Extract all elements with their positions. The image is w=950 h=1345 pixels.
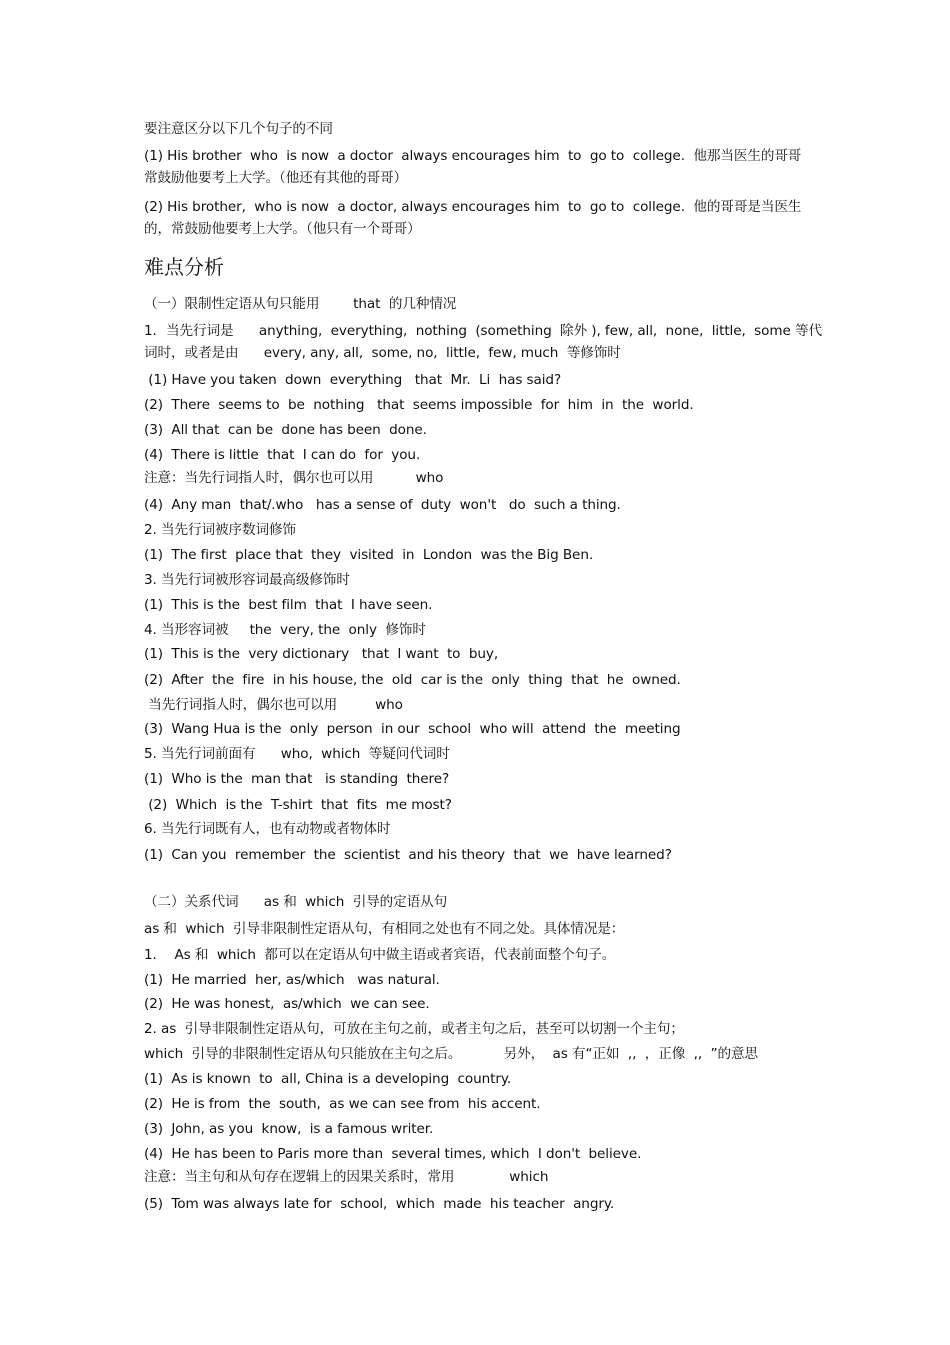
section1-line: (1) The first place that they visited in London was the Big Ben. [144, 547, 594, 563]
section2-line: (1) He married her, as/which was natural. [144, 972, 440, 988]
section2-line: (4) He has been to Paris more than several times, which I don't believe. [144, 1146, 642, 1162]
section1-title: （一）限制性定语从句只能用 that 的几种情况 [144, 296, 457, 312]
section2-line: 注意：当主句和从句存在逻辑上的因果关系时，常用 which [144, 1169, 549, 1185]
section2-line: (5) Tom was always late for school, which made his teacher angry. [144, 1196, 615, 1212]
section2-line: (1) As is known to all, China is a developing country. [144, 1071, 512, 1087]
section1-line: 词时，或者是由 every, any, all, some, no, little, few, much 等修饰时 [144, 345, 621, 361]
section1-line: 4. 当形容词被 the very, the only 修饰时 [144, 622, 426, 638]
section1-line: 注意：当先行词指人时，偶尔也可以用 who [144, 470, 444, 486]
section1-line: (1) This is the very dictionary that I want to buy, [144, 646, 499, 662]
section1-line: (1) This is the best film that I have seen. [144, 597, 433, 613]
compare-2-line-2: 的，常鼓励他要考上大学。（他只有一个哥哥） [144, 221, 421, 237]
section1-line: 当先行词指人时，偶尔也可以用 who [144, 697, 403, 713]
section2-line: (3) John, as you know, is a famous writer. [144, 1121, 434, 1137]
section2-line: (2) He was honest, as/which we can see. [144, 996, 430, 1012]
section-heading: 难点分析 [144, 255, 224, 279]
section1-line: (3) Wang Hua is the only person in our school who will attend the meeting [144, 721, 681, 737]
section1-line: 2. 当先行词被序数词修饰 [144, 522, 296, 538]
intro-line: 要注意区分以下几个句子的不同 [144, 121, 333, 137]
section2-line: (2) He is from the south, as we can see from his accent. [144, 1096, 541, 1112]
compare-1-line-2: 常鼓励他要考上大学。（他还有其他的哥哥） [144, 170, 408, 186]
section2-title: （二）关系代词 as 和 which 引导的定语从句 [144, 894, 448, 910]
section2-line: as 和 which 引导非限制性定语从句，有相同之处也有不同之处。具体情况是： [144, 921, 625, 937]
section1-line: 1．当先行词是 anything, everything, nothing (something 除外 ), few, all, none, little, some 等代 [144, 323, 822, 339]
section1-line: (1) Who is the man that is standing there? [144, 771, 450, 787]
section1-line: (4) Any man that/.who has a sense of duty won't do such a thing. [144, 497, 621, 513]
section1-line: (1) Can you remember the scientist and his theory that we have learned? [144, 847, 672, 863]
compare-1-line-1: (1) His brother who is now a doctor always encourages him to go to college. 他那当医生的哥哥 [144, 148, 802, 164]
section1-line: (2) There seems to be nothing that seems impossible for him in the world. [144, 397, 694, 413]
section1-line: (2) Which is the T-shirt that fits me most? [144, 797, 452, 813]
section2-line: which 引导的非限制性定语从句只能放在主句之后。 另外， as 有“正如 ,, ，正像 ,, ”的意思 [144, 1046, 758, 1062]
section1-line: (4) There is little that I can do for you. [144, 447, 421, 463]
section1-line: (1) Have you taken down everything that Mr. Li has said? [144, 372, 562, 388]
compare-2-line-1: (2) His brother, who is now a doctor, always encourages him to go to college. 他的哥哥是当医生 [144, 199, 802, 215]
section1-line: 5. 当先行词前面有 who, which 等疑问代词时 [144, 746, 450, 762]
section1-line: 6. 当先行词既有人，也有动物或者物体时 [144, 821, 391, 837]
section2-line: 1． As 和 which 都可以在定语从句中做主语或者宾语，代表前面整个句子。 [144, 947, 616, 963]
section1-line: (2) After the fire in his house, the old car is the only thing that he owned. [144, 672, 681, 688]
section2-line: 2. as 引导非限制性定语从句，可放在主句之前，或者主句之后，甚至可以切割一个主句； [144, 1021, 684, 1037]
section1-line: (3) All that can be done has been done. [144, 422, 427, 438]
section1-line: 3. 当先行词被形容词最高级修饰时 [144, 572, 350, 588]
